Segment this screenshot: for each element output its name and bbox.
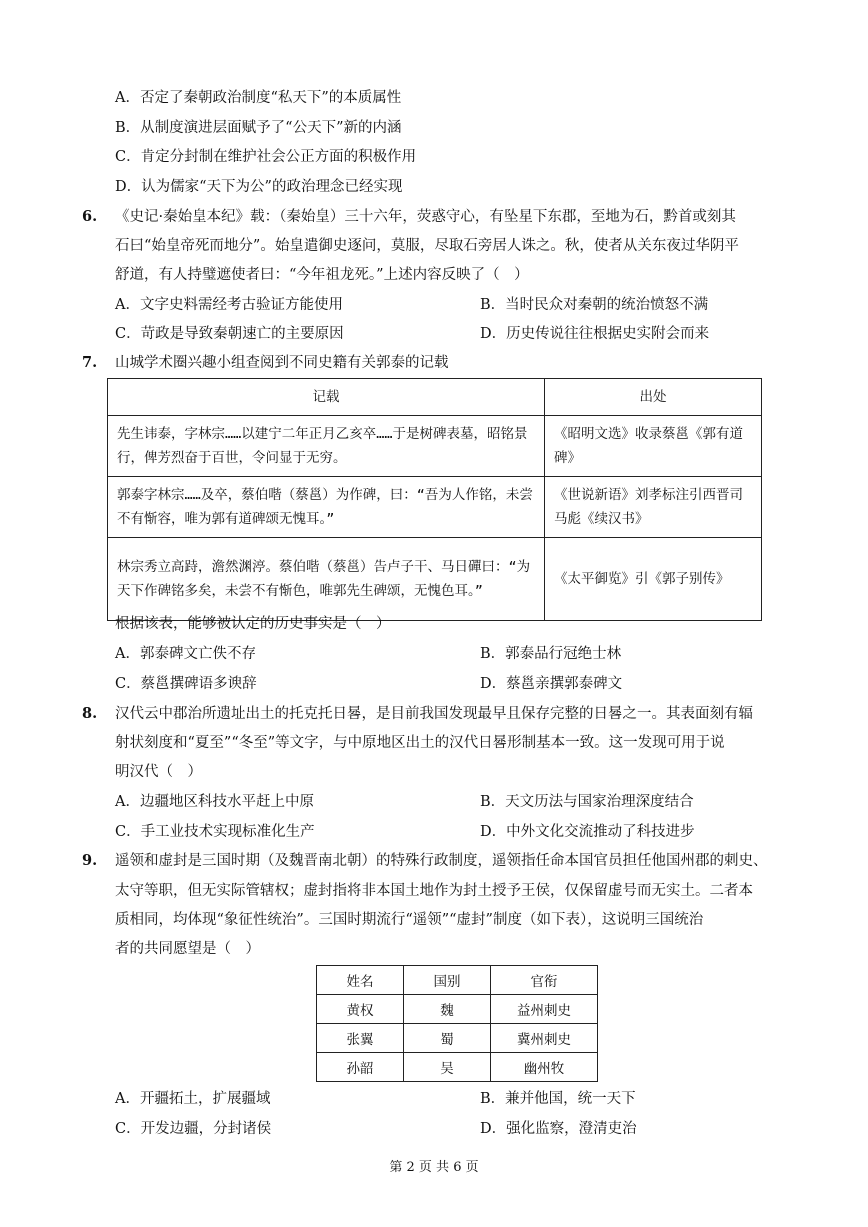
- question-number-9: 9.: [82, 852, 98, 869]
- q8-option-a: A．边疆地区科技水平赶上中原: [115, 794, 314, 810]
- q7-option-b: B．郭泰品行冠绝士林: [480, 646, 622, 662]
- q8-stem-line-1: 汉代云中郡治所遗址出土的托克托日晷，是目前我国发现最早且保存完整的日晷之一。其表面刻有辐: [115, 706, 753, 722]
- q6-option-c: C．苛政是导致秦朝速亡的主要原因: [115, 326, 344, 342]
- q9-cell-name-2: 张翼: [317, 1024, 404, 1053]
- table-row: [108, 538, 762, 621]
- q9-titles-table: [316, 965, 598, 1082]
- q6-option-d: D．历史传说往往根据史实附会而来: [480, 326, 710, 342]
- q7-records-table: [107, 378, 762, 621]
- q7-record-1: 先生讳泰，字林宗……以建宁二年正月乙亥卒……于是树碑表墓，昭铭景行，俾芳烈奋于百世，令问显于无穷。: [108, 416, 545, 477]
- question-number-7: 7.: [82, 354, 98, 371]
- table-row: [108, 477, 762, 538]
- q7-stem: 山城学术圈兴趣小组查阅到不同史籍有关郭泰的记载: [115, 355, 449, 371]
- q9-cell-state-2: 蜀: [404, 1024, 491, 1053]
- q7-record-2: 郭泰字林宗……及卒，蔡伯喈（蔡邕）为作碑，曰：“吾为人作铭，未尝不有惭容，唯为郭有道碑颂无愧耳。”: [108, 477, 545, 538]
- q9-cell-name-1: 黄权: [317, 995, 404, 1024]
- q7-source-2: 《世说新语》刘孝标注引西晋司马彪《续汉书》: [545, 477, 762, 538]
- q7-header-record: 记载: [108, 379, 545, 416]
- q8-option-b: B．天文历法与国家治理深度结合: [480, 794, 694, 810]
- q9-header-title: 官衔: [491, 966, 598, 995]
- q6-stem-line-1: 《史记·秦始皇本纪》载：（秦始皇）三十六年，荧惑守心，有坠星下东郡，至地为石，黔首或刻其: [115, 209, 736, 225]
- q9-cell-state-3: 吴: [404, 1053, 491, 1082]
- q8-option-d: D．中外文化交流推动了科技进步: [480, 824, 695, 840]
- q9-cell-title-2: 冀州刺史: [491, 1024, 598, 1053]
- q6-option-a: A．文字史料需经考古验证方能使用: [115, 297, 343, 313]
- q5-option-a: A．否定了秦朝政治制度“私天下”的本质属性: [115, 90, 402, 106]
- q9-stem-line-3: 质相同，均体现“象征性统治”。三国时期流行“遥领”“虚封”制度（如下表），这说明三国统治: [115, 912, 704, 928]
- table-row: [108, 416, 762, 477]
- q8-option-c: C．手工业技术实现标准化生产: [115, 824, 315, 840]
- q9-cell-state-1: 魏: [404, 995, 491, 1024]
- q7-option-a: A．郭泰碑文亡佚不存: [115, 646, 256, 662]
- q8-stem-line-2: 射状刻度和“夏至”“冬至”等文字，与中原地区出土的汉代日晷形制基本一致。这一发现可用于说: [115, 735, 725, 751]
- q8-stem-line-3: 明汉代（ ）: [115, 764, 202, 780]
- q6-option-b: B．当时民众对秦朝的统治愤怒不满: [480, 297, 709, 313]
- question-number-6: 6.: [82, 208, 98, 225]
- q9-cell-title-1: 益州刺史: [491, 995, 598, 1024]
- q7-option-d: D．蔡邕亲撰郭泰碑文: [480, 676, 623, 692]
- q9-option-d: D．强化监察，澄清吏治: [480, 1121, 637, 1137]
- question-number-8: 8.: [82, 705, 98, 722]
- q9-cell-title-3: 幽州牧: [491, 1053, 598, 1082]
- q5-option-d: D．认为儒家“天下为公”的政治理念已经实现: [115, 179, 403, 195]
- q7-question: 根据该表，能够被认定的历史事实是（ ）: [115, 616, 391, 632]
- table-row: [317, 995, 598, 1024]
- q9-stem-line-1: 遥领和虚封是三国时期（及魏晋南北朝）的特殊行政制度，遥领指任命本国官员担任他国州郡的刺史、: [115, 853, 768, 869]
- q5-option-c: C．肯定分封制在维护社会公正方面的积极作用: [115, 149, 417, 165]
- q7-source-3: 《太平御览》引《郭子别传》: [545, 538, 762, 621]
- q9-header-name: 姓名: [317, 966, 404, 995]
- q9-stem-line-2: 太守等职，但无实际管辖权；虚封指将非本国土地作为封土授予王侯，仅保留虚号而无实土。二者本: [115, 883, 753, 899]
- q9-option-c: C．开发边疆，分封诸侯: [115, 1121, 272, 1137]
- q6-stem-line-2: 石曰“始皇帝死而地分”。始皇遣御史逐问，莫服，尽取石旁居人诛之。秋，使者从关东夜过华阴平: [115, 238, 739, 254]
- q9-cell-name-3: 孙韶: [317, 1053, 404, 1082]
- q9-option-b: B．兼并他国，统一天下: [480, 1091, 636, 1107]
- table-row: [317, 1024, 598, 1053]
- page-footer: 第 2 页 共 6 页: [389, 1160, 479, 1175]
- q6-stem-line-3: 舒道，有人持璧遮使者曰：“今年祖龙死。”上述内容反映了（ ）: [115, 267, 529, 283]
- q7-option-c: C．蔡邕撰碑语多谀辞: [115, 676, 257, 692]
- q9-option-a: A．开疆拓土，扩展疆域: [115, 1091, 271, 1107]
- q9-header-state: 国别: [404, 966, 491, 995]
- q7-source-1: 《昭明文选》收录蔡邕《郭有道碑》: [545, 416, 762, 477]
- q7-record-3: 林宗秀立高跱，澹然渊渟。蔡伯喈（蔡邕）告卢子干、马日磾曰：“为天下作碑铭多矣，未尝不有惭色，唯郭先生碑颂，无愧色耳。”: [108, 538, 545, 621]
- q5-option-b: B．从制度演进层面赋予了“公天下”新的内涵: [115, 120, 402, 136]
- table-row: [317, 1053, 598, 1082]
- q7-header-source: 出处: [545, 379, 762, 416]
- q9-stem-line-4: 者的共同愿望是（ ）: [115, 941, 260, 957]
